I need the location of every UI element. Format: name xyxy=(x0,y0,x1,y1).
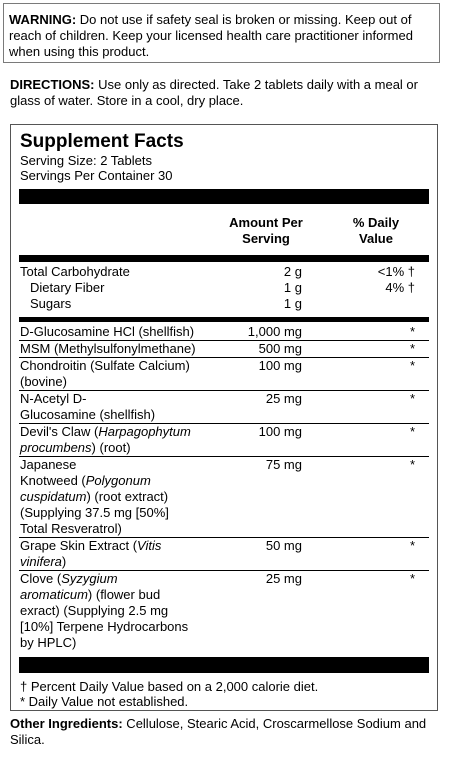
ingredient-label-line: (bovine) xyxy=(20,374,67,389)
ingredient-label-line: Japanese xyxy=(20,457,77,472)
ingredient-daily-value: * xyxy=(409,571,415,586)
ingredient-label xyxy=(20,538,230,570)
supplement-facts-panel xyxy=(10,124,438,711)
ingredient-amount: 100 mg xyxy=(258,358,302,373)
nutrient-daily-value: 4% † xyxy=(385,280,415,295)
ingredient-amount: 75 mg xyxy=(265,457,302,472)
ingredient-label-line: N-Acetyl D- xyxy=(20,391,87,406)
ingredient-daily-value: * xyxy=(409,358,415,373)
header-value: Value xyxy=(359,231,393,246)
ingredient-label-line: Clove (Syzygium xyxy=(20,571,118,586)
ingredient-daily-value: * xyxy=(409,324,415,339)
ingredient-label-line: D-Glucosamine HCl (shellfish) xyxy=(20,324,195,339)
ingredient-label-line: cuspidatum) (root extract) xyxy=(20,489,169,504)
facts-title: Supplement Facts xyxy=(20,131,184,152)
warning-label: WARNING: xyxy=(9,12,77,27)
ingredient-amount: 50 mg xyxy=(265,538,302,553)
directions-label: DIRECTIONS: xyxy=(10,77,95,92)
ingredient-label-line: Total Resveratrol) xyxy=(20,521,122,536)
ingredient-amount: 500 mg xyxy=(258,341,302,356)
ingredient-label-line: [10%] Terpene Hydrocarbons xyxy=(20,619,189,634)
thick-divider-top xyxy=(19,189,429,204)
thick-divider-mid xyxy=(19,317,429,322)
thick-divider-bottom xyxy=(19,657,429,673)
ingredient-label-line: aromaticum) (flower bud xyxy=(20,587,161,602)
ingredient-label xyxy=(20,391,230,423)
ingredient-label xyxy=(20,571,230,651)
nutrient-amount: 2 g xyxy=(283,264,302,279)
ingredient-label-line: Knotweed (Polygonum xyxy=(20,473,151,488)
ingredient-label xyxy=(20,324,230,340)
footnote-percent-dv: † Percent Daily Value based on a 2,000 calorie diet. xyxy=(20,679,319,694)
other-ingredients-label: Other Ingredients: xyxy=(10,716,123,731)
nutrient-amount: 1 g xyxy=(283,280,302,295)
directions-text: Use only as directed. Take 2 tablets daily with a meal or glass of water. Store in a cool, dry place. xyxy=(10,77,418,108)
ingredient-label-line: MSM (Methylsulfonylmethane) xyxy=(20,341,196,356)
ingredient-amount: 25 mg xyxy=(265,391,302,406)
ingredient-label xyxy=(20,424,230,456)
nutrient-label: Dietary Fiber xyxy=(30,280,105,295)
header-daily: % Daily xyxy=(352,215,400,230)
other-ingredients xyxy=(10,716,442,748)
nutrient-label: Total Carbohydrate xyxy=(20,264,130,279)
warning-box xyxy=(3,3,440,63)
thick-divider-header xyxy=(19,255,429,262)
header-amount-per: Amount Per xyxy=(229,215,303,230)
ingredient-label-line: exract) (Supplying 2.5 mg xyxy=(20,603,169,618)
ingredient-amount: 100 mg xyxy=(258,424,302,439)
ingredient-amount: 25 mg xyxy=(265,571,302,586)
ingredient-label xyxy=(20,341,230,357)
ingredient-label-line: vinifera) xyxy=(20,554,67,569)
ingredient-label-line: Devil's Claw (Harpagophytum xyxy=(20,424,191,439)
ingredient-label-line: by HPLC) xyxy=(20,635,77,650)
ingredient-label xyxy=(20,457,230,537)
nutrient-label: Sugars xyxy=(30,296,72,311)
directions xyxy=(10,77,442,109)
serving-size: Serving Size: 2 Tablets xyxy=(20,153,152,168)
ingredient-daily-value: * xyxy=(409,424,415,439)
ingredient-amount: 1,000 mg xyxy=(247,324,302,339)
other-ingredients-text: Cellulose, Stearic Acid, Croscarmellose Sodium and Silica. xyxy=(10,716,427,747)
ingredient-daily-value: * xyxy=(409,391,415,406)
footnote-dv-not-established: * Daily Value not established. xyxy=(20,694,189,709)
ingredient-label-line: Chondroitin (Sulfate Calcium) xyxy=(20,358,190,373)
nutrient-daily-value: <1% † xyxy=(377,264,415,279)
nutrient-amount: 1 g xyxy=(283,296,302,311)
servings-per-container: Servings Per Container 30 xyxy=(20,168,173,183)
ingredient-label-line: procumbens) (root) xyxy=(20,440,131,455)
warning-text: Do not use if safety seal is broken or missing. Keep out of reach of children. Keep your licensed health care practitioner informed when using this product. xyxy=(9,12,413,59)
ingredient-label xyxy=(20,358,230,390)
ingredient-daily-value: * xyxy=(409,538,415,553)
ingredient-label-line: Grape Skin Extract (Vitis xyxy=(20,538,162,553)
ingredient-label-line: (Supplying 37.5 mg [50%] xyxy=(20,505,169,520)
ingredient-daily-value: * xyxy=(409,341,415,356)
header-serving: Serving xyxy=(242,231,290,246)
ingredient-label-line: Glucosamine (shellfish) xyxy=(20,407,156,422)
ingredient-daily-value: * xyxy=(409,457,415,472)
